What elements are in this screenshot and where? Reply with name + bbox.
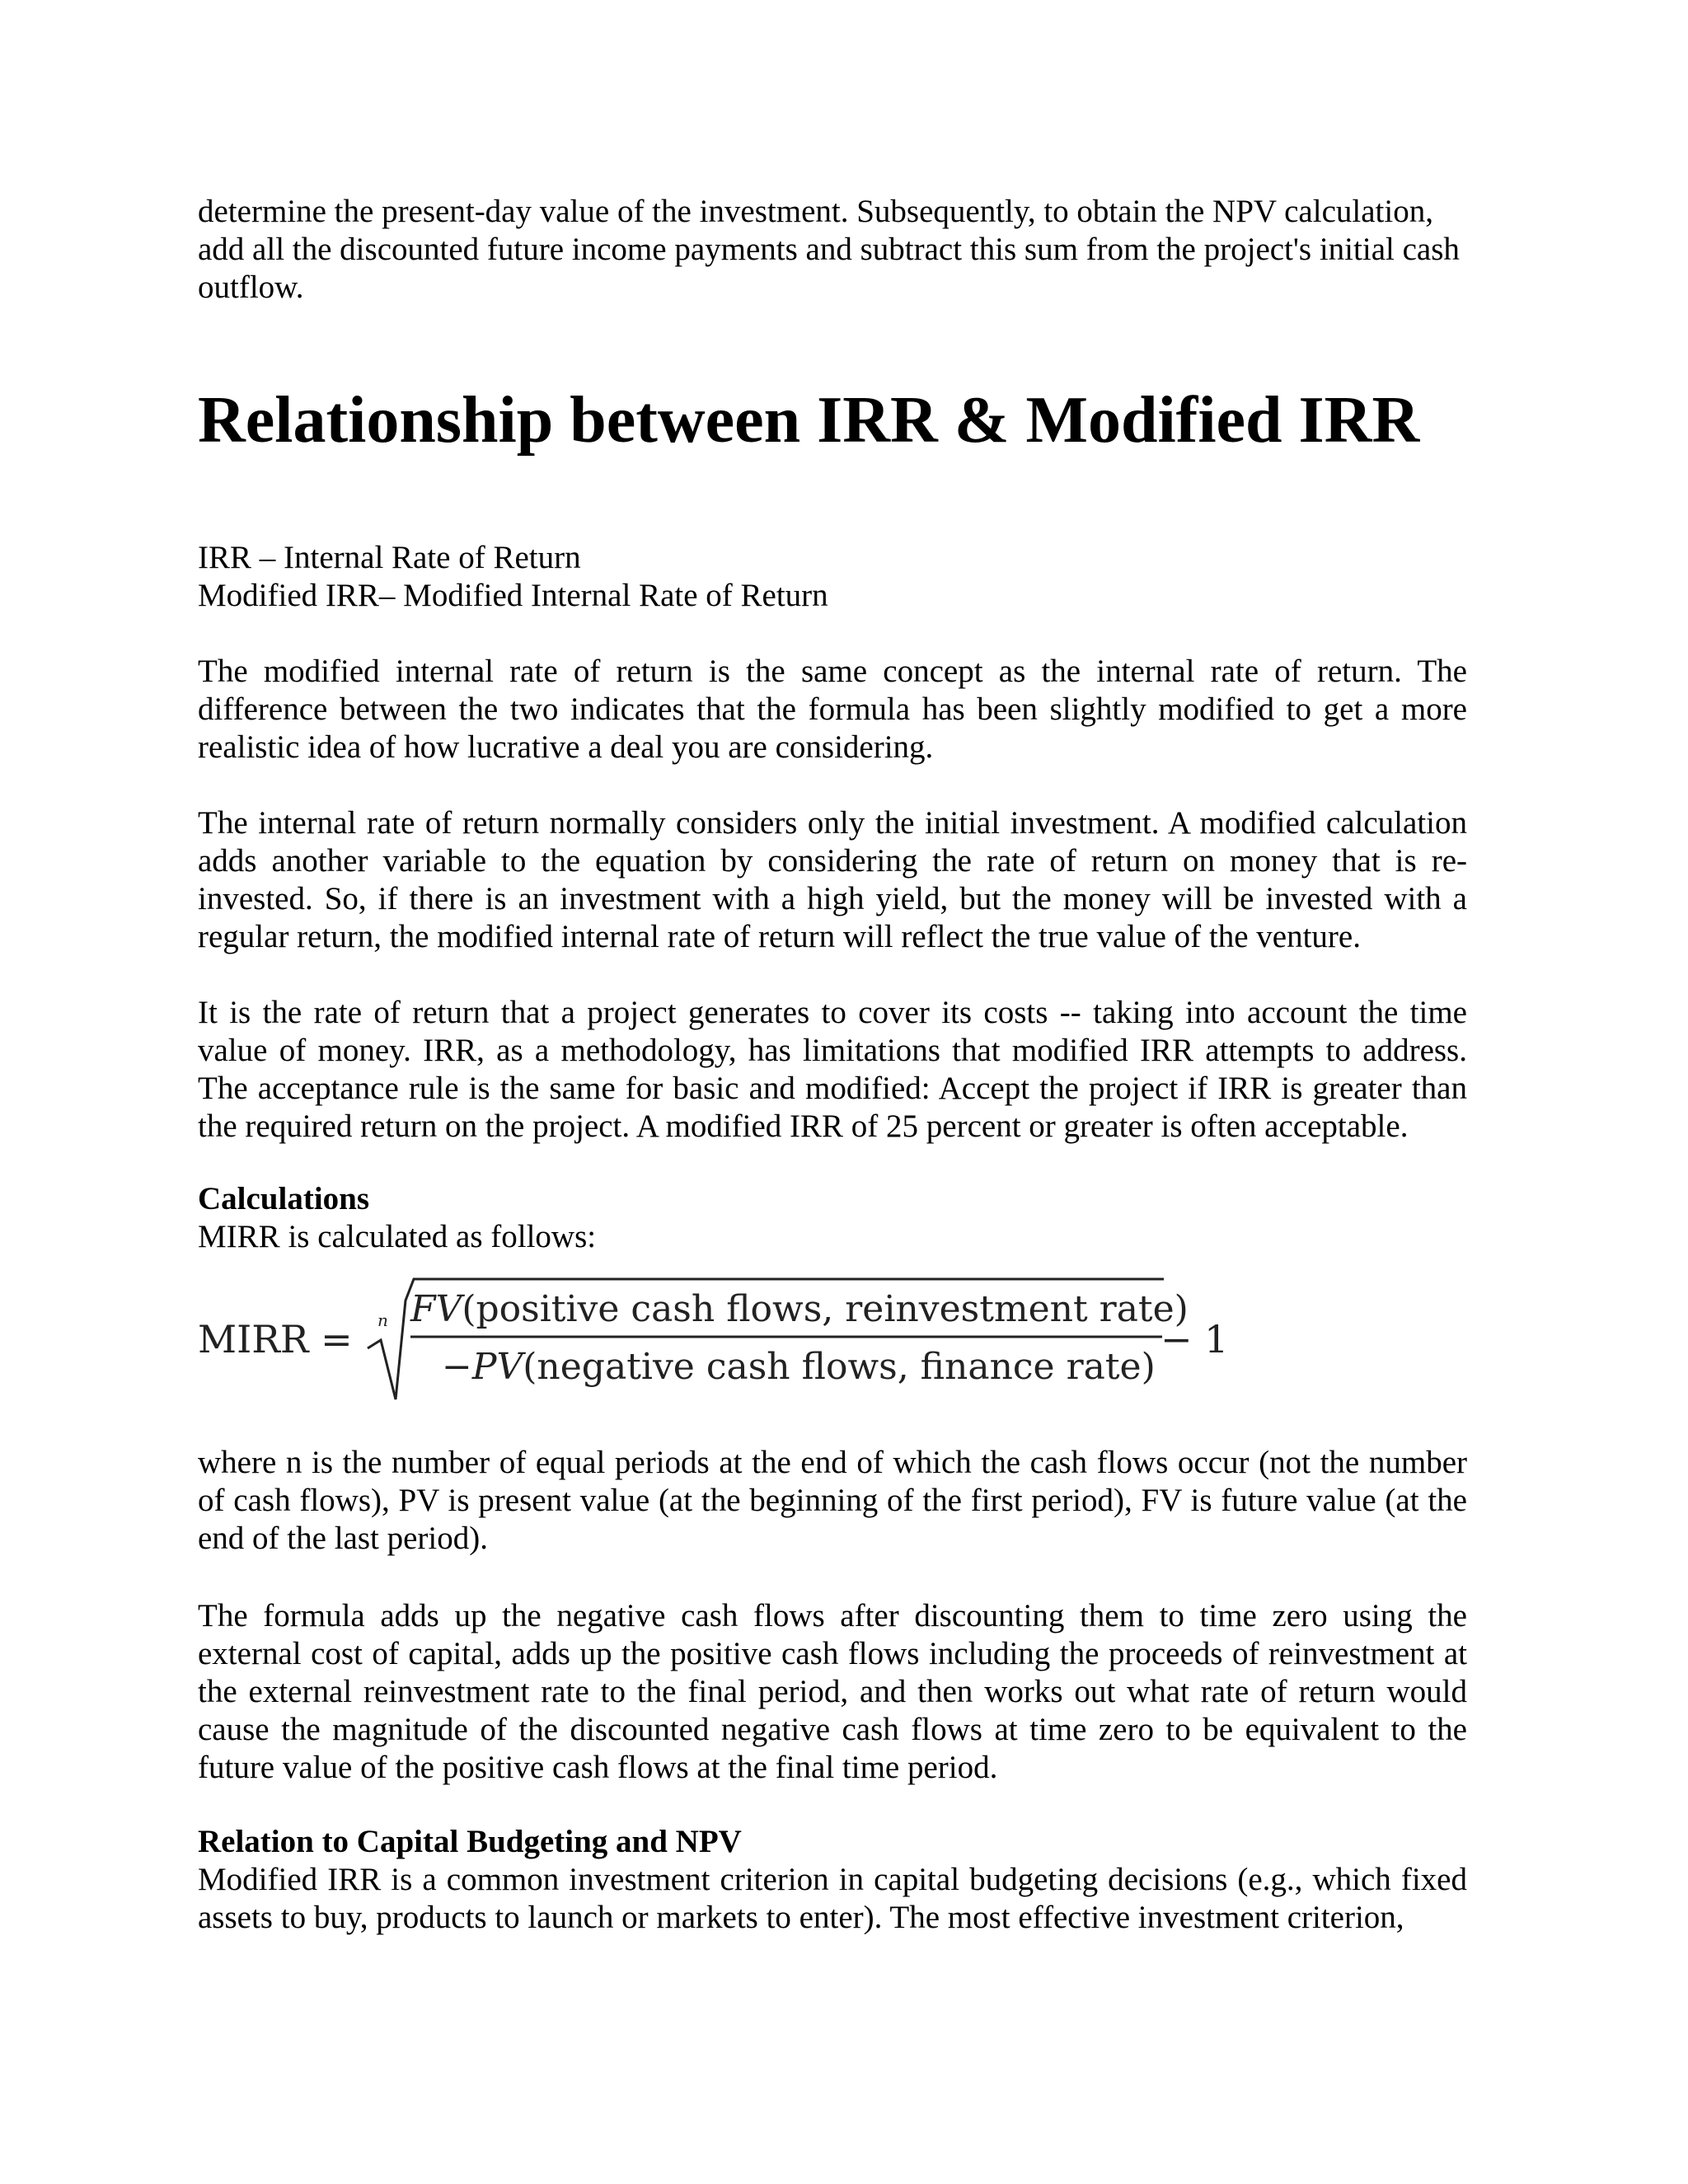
paragraph-formula-description: The formula adds up the negative cash flows after discounting them to time zero using the external cost of capital, adds up the positive cash flows including the proceeds of reinvestment at the external reinvestment rate to the final period, and then works out what rate of return would cause the magnitude of the discounted negative cash flows at time zero to be equivalent to the future value of the positive cash flows at the final time period. xyxy=(198,1598,1467,1785)
paragraph-concept: The modified internal rate of return is the same concept as the internal rate of return. The difference between the two indicates that the formula has been slightly modified to get a more realistic idea of how lucrative a deal you are considering. xyxy=(198,654,1467,765)
formula-denominator-args: (negative cash flows, finance rate) xyxy=(523,1346,1156,1388)
formula-denominator xyxy=(442,1347,1156,1388)
formula-root-index: n xyxy=(377,1310,388,1330)
formula-numerator-fn: FV xyxy=(410,1288,462,1330)
paragraph-variable-explanation: where n is the number of equal periods at the end of which the cash flows occur (not the number of cash flows), PV is present value (at the beginning of the first period), FV is future value (at the end of the last period). xyxy=(198,1445,1467,1556)
calculations-heading: Calculations xyxy=(198,1181,370,1216)
formula-numerator-args: (positive cash flows, reinvestment rate) xyxy=(462,1288,1189,1330)
formula-lhs: MIRR = xyxy=(198,1317,353,1361)
paragraph-initial-investment: The internal rate of return normally considers only the initial investment. A modified calculation adds another variable to the equation by considering the rate of return on money that is re-invested. So, if there is an investment with a high yield, but the money will be invested with a regular return, the modified internal rate of return will reflect the true value of the venture. xyxy=(198,805,1467,954)
definition-mirr: Modified IRR– Modified Internal Rate of Return xyxy=(198,578,828,613)
capital-budgeting-section xyxy=(198,1823,1467,1937)
formula-tail: − 1 xyxy=(1160,1317,1229,1361)
calculations-section xyxy=(198,1180,1467,1256)
formula-denominator-fn: −PV xyxy=(442,1346,523,1388)
capital-budgeting-text: Modified IRR is a common investment criterion in capital budgeting decisions (e.g., which fixed assets to buy, products to launch or markets to enter). The most effective investment criterion, xyxy=(198,1862,1467,1935)
formula-numerator xyxy=(410,1289,1189,1330)
mirr-formula xyxy=(198,1276,1269,1408)
intro-paragraph: determine the present-day value of the investment. Subsequently, to obtain the NPV calculation, add all the discounted future income payments and subtract this sum from the project's initial cash outflow. xyxy=(198,194,1460,305)
definition-irr: IRR – Internal Rate of Return xyxy=(198,540,581,575)
calculations-lead: MIRR is calculated as follows: xyxy=(198,1219,597,1254)
definitions-block xyxy=(198,539,1467,615)
section-heading: Relationship between IRR & Modified IRR xyxy=(198,384,1420,457)
paragraph-rate-of-return: It is the rate of return that a project generates to cover its costs -- taking into account the time value of money. IRR, as a methodology, has limitations that modified IRR attempts to address. The acceptance rule is the same for basic and modified: Accept the project if IRR is greater than the required return on the project. A modified IRR of 25 percent or greater is often acceptable. xyxy=(198,995,1467,1144)
capital-budgeting-heading: Relation to Capital Budgeting and NPV xyxy=(198,1824,742,1859)
